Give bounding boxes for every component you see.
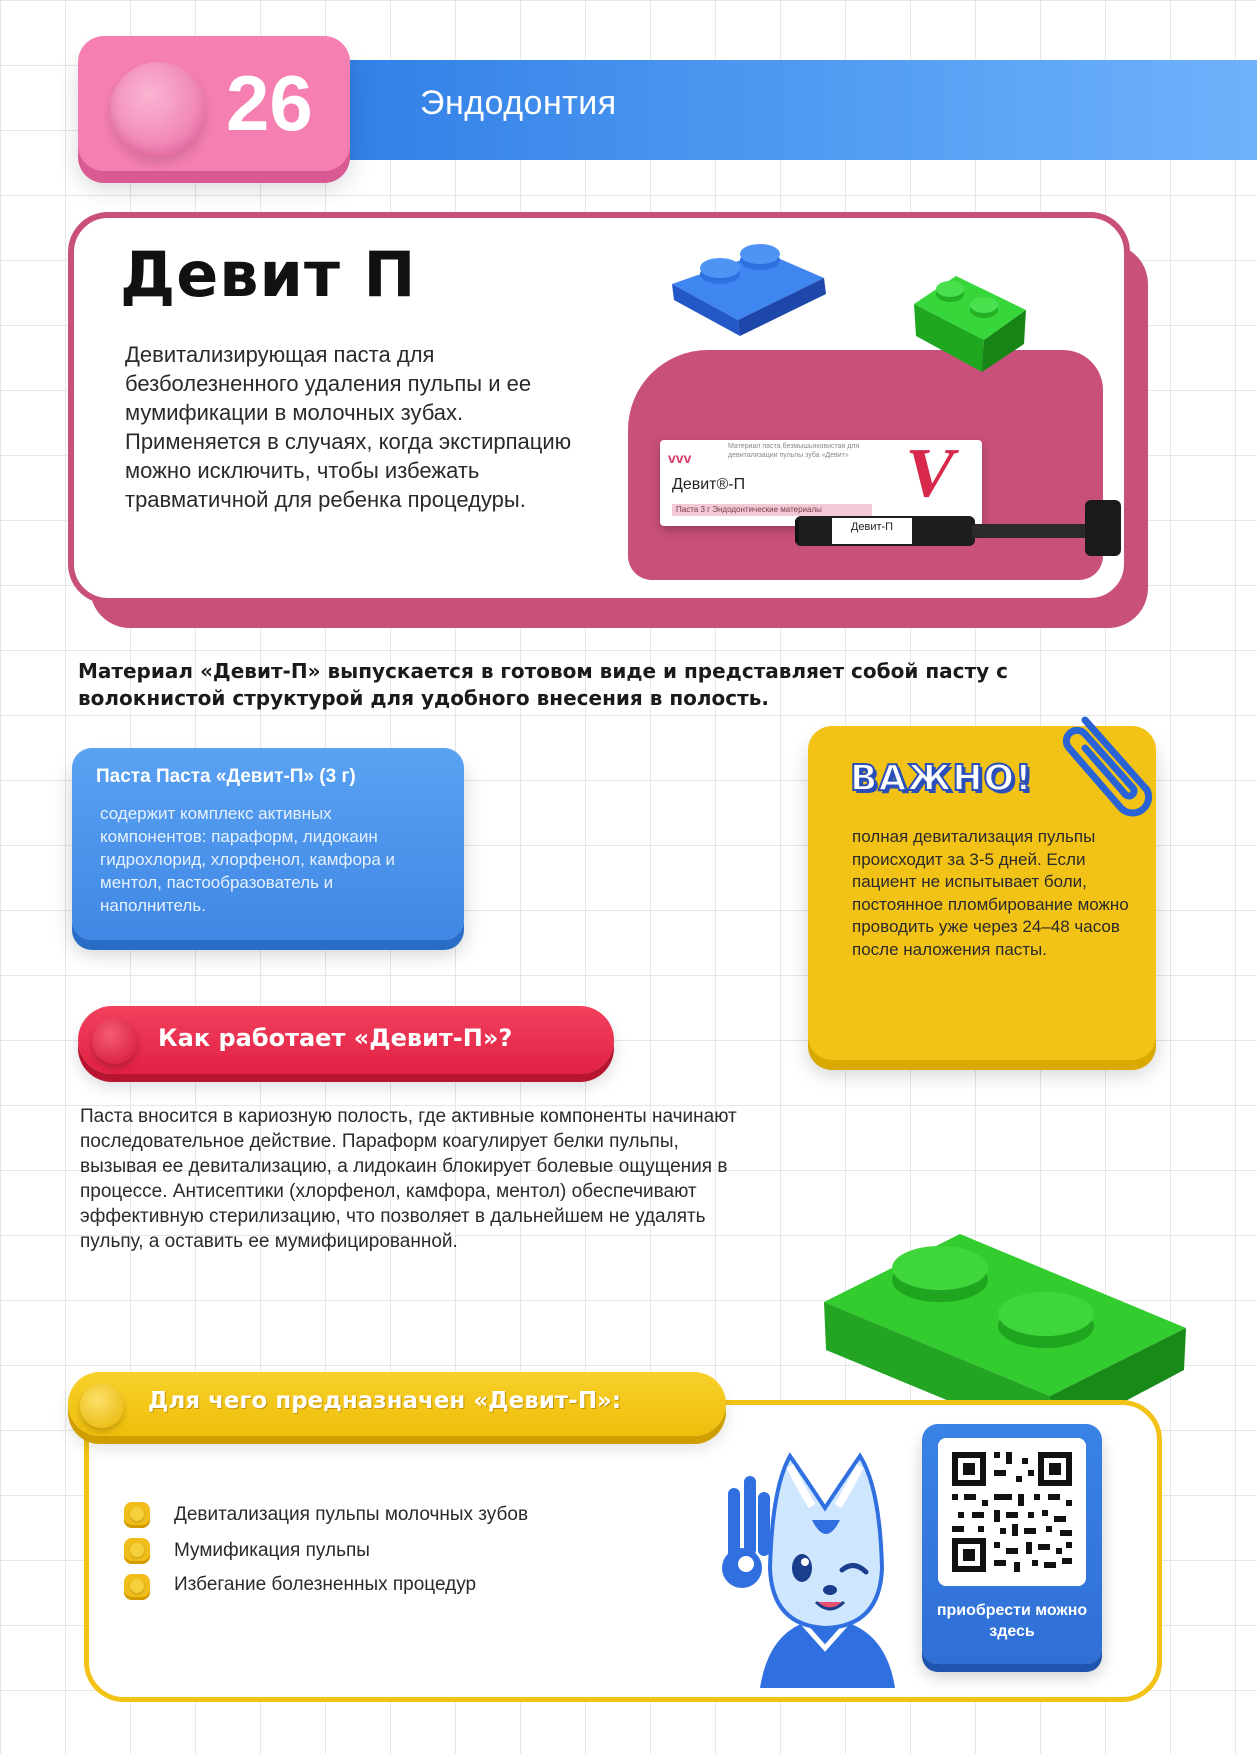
qr-code-icon xyxy=(938,1438,1086,1586)
product-box-logo: vvv xyxy=(668,450,692,466)
qr-caption[interactable]: приобрести можно здесь xyxy=(936,1602,1088,1640)
small-green-lego-brick-icon xyxy=(910,264,1030,374)
purpose-item: Девитализация пульпы молочных зубов xyxy=(174,1504,529,1525)
important-title: ВАЖНО! xyxy=(850,758,1033,799)
blue-lego-brick-icon xyxy=(668,228,828,338)
bullet-icon xyxy=(124,1538,150,1564)
purpose-title: Для чего предназначен «Девит-П»: xyxy=(148,1388,622,1414)
syringe-tip xyxy=(795,520,799,542)
bullet-icon xyxy=(124,1502,150,1528)
red-stud-icon xyxy=(92,1018,138,1064)
product-description: Девитализирующая паста для безболезненного удаления пульпы и ее мумификации в молочных зубах. Применяется в случаях, когда экстирпацию можно исключить, чтобы избежать травматичной для ребенка процедуры. xyxy=(125,342,572,512)
intro-text: Материал «Девит-П» выпускается в готовом виде и представляет собой пасту с волокнистой структурой для удобного внесения в полость. xyxy=(78,659,1008,710)
how-it-works-body: Паста вносится в кариозную полость, где активные компоненты начинают последовательное действие. Параформ коагулирует белки пульпы, вызывая ее девитализацию, а лидокаин блокирует болевые ощущения в процессе. Антисептики (хлорфенол, камфора, ментол) обеспечивают эффективную стерилизацию, что позволяет в дальнейшем не удалять пульпу, а оставить ее мумифицированной. xyxy=(80,1106,737,1252)
purpose-item: Избегание болезненных процедур xyxy=(174,1574,477,1595)
syringe-handle xyxy=(1085,500,1121,556)
paperclip-icon xyxy=(1055,700,1175,824)
composition-body: содержит комплекс активных компонентов: параформ, лидокаин гидрохлорид, хлорфенол, камфора и ментол, пастообразователь и наполнитель. xyxy=(100,804,396,915)
syringe-label: Девит-П xyxy=(832,518,912,544)
product-title: Девит П xyxy=(120,238,417,311)
brand-logo-icon: vvv xyxy=(144,96,172,113)
yellow-stud-icon xyxy=(80,1384,124,1428)
section-title: Эндодонтия xyxy=(420,84,617,122)
syringe-plunger xyxy=(972,524,1092,538)
product-box-subtitle: Материал паста безмышьяковистая для девитализации пульпы зуба «Девит» xyxy=(728,443,860,459)
qr-code[interactable] xyxy=(938,1438,1086,1586)
product-box-v-logo-icon: V xyxy=(898,435,963,512)
important-body: полная девитализация пульпы происходит за 3-5 дней. Если пациент не испытывает боли, постоянное пломбирование можно проводить уже через 24–48 часов после наложения пасты. xyxy=(852,827,1129,959)
composition-title: Паста Паста «Девит-П» (3 г) xyxy=(96,766,356,787)
how-it-works-title: Как работает «Девит-П»? xyxy=(158,1024,513,1052)
page-number: 26 xyxy=(226,59,313,147)
product-box-name: Девит®-П xyxy=(672,476,746,493)
bullet-icon xyxy=(124,1574,150,1600)
purpose-item: Мумификация пульпы xyxy=(174,1540,370,1561)
fox-mascot-icon xyxy=(720,1448,930,1692)
product-box-strip: Паста 3 г Эндодонтические материалы xyxy=(672,504,872,516)
